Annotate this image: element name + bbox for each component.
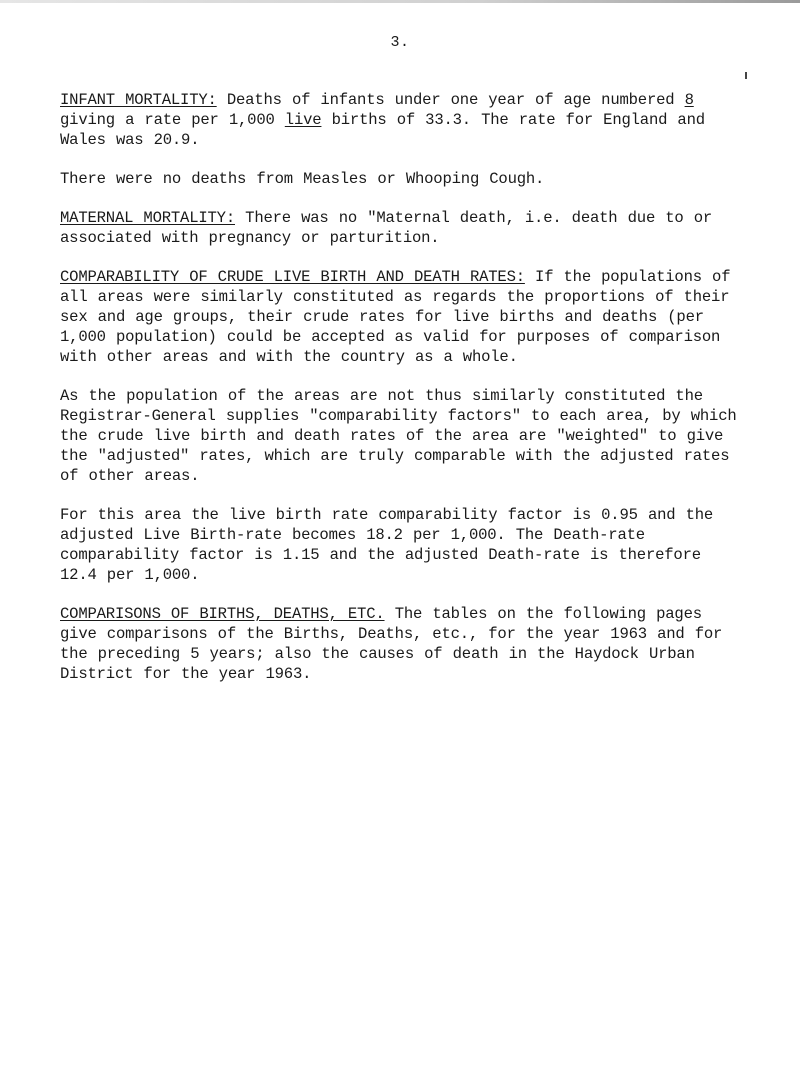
infant-number: 8	[684, 91, 694, 109]
margin-mark	[745, 72, 747, 79]
paragraph-measles	[60, 169, 740, 189]
page-number: 3.	[390, 34, 410, 51]
population-text: As the population of the areas are not thus similarly constituted the Registrar-General supplies "comparability factors" to each area, by which the crude live birth and death rates of the area are "weighted" to give the "adjusted" rates, which are truly comparable with the adjusted rates of other areas.	[60, 387, 737, 485]
infant-text-3: births of 33.3. The rate for England and Wales was 20.9.	[60, 111, 705, 149]
factor-text: For this area the live birth rate comparability factor is 0.95 and the adjusted Live Birth-rate becomes 18.2 per 1,000. The Death-rate comparability factor is 1.15 and the adjusted Death-rate is therefore 12.4 per 1,000.	[60, 506, 714, 584]
infant-text-2: giving a rate per 1,000	[60, 111, 285, 129]
page-top-edge	[0, 0, 800, 3]
document-body	[60, 90, 740, 703]
paragraph-comparability	[60, 267, 740, 367]
paragraph-comparisons	[60, 604, 740, 684]
paragraph-infant-mortality	[60, 90, 740, 150]
measles-text: There were no deaths from Measles or Whooping Cough.	[60, 170, 545, 188]
comparisons-text: The tables on the following pages give comparisons of the Births, Deaths, etc., for the year 1963 and for the preceding 5 years; also the causes of death in the Haydock Urban District for the year 1963.	[60, 605, 723, 683]
paragraph-comparability-factor	[60, 505, 740, 585]
paragraph-maternal-mortality	[60, 208, 740, 248]
infant-text-1: Deaths of infants under one year of age numbered	[216, 91, 685, 109]
comparability-text: If the populations of all areas were similarly constituted as regards the proportions of their sex and age groups, their crude rates for live births and deaths (per 1,000 population) could be accepted as valid for purposes of comparison with other areas and with the country as a whole.	[60, 268, 731, 366]
maternal-text: There was no "Maternal death, i.e. death due to or associated with pregnancy or parturition.	[60, 209, 713, 247]
paragraph-population	[60, 386, 740, 486]
heading-comparisons: COMPARISONS OF BIRTHS, DEATHS, ETC.	[60, 605, 385, 623]
heading-comparability: COMPARABILITY OF CRUDE LIVE BIRTH AND DEATH RATES:	[60, 268, 525, 286]
heading-maternal-mortality: MATERNAL MORTALITY:	[60, 209, 235, 227]
heading-infant-mortality: INFANT MORTALITY:	[60, 91, 217, 109]
infant-live: live	[284, 111, 322, 129]
